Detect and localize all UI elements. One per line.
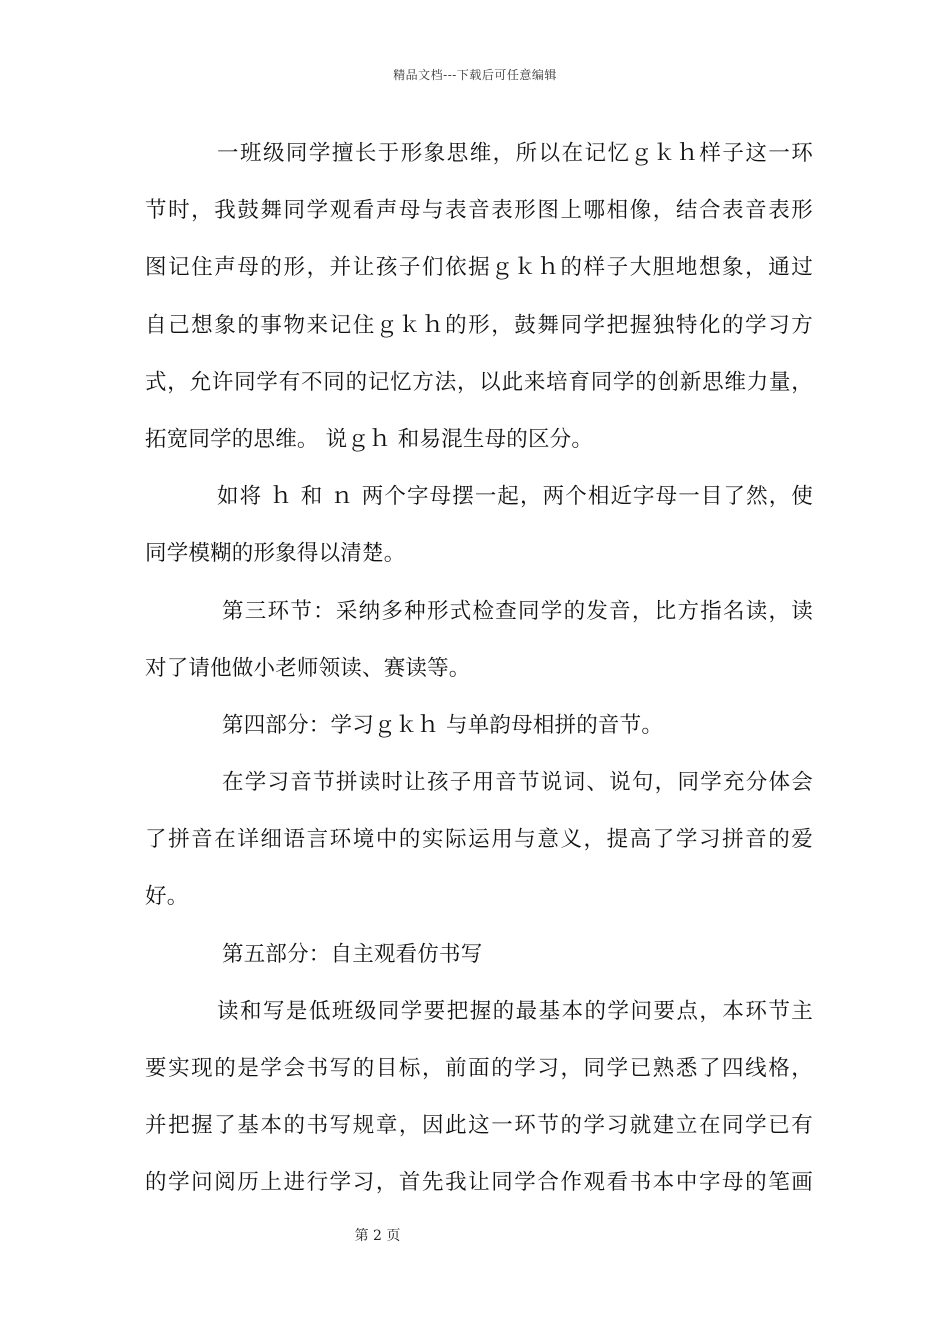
paragraph-1-line-2: 节时，我鼓舞同学观看声母与表音表形图上哪相像，结合表音表形	[145, 198, 813, 224]
paragraph-5-line-2: 了拼音在详细语言环境中的实际运用与意义，提高了学习拼音的爱	[145, 827, 813, 853]
page-number: 第 2 页	[354, 1228, 401, 1244]
paragraph-3-line-1: 第三环节：采纳多种形式检查同学的发音，比方指名读，读	[222, 598, 813, 624]
paragraph-3-line-2: 对了请他做小老师领读、赛读等。	[145, 655, 471, 681]
paragraph-6-line-1: 第五部分：自主观看仿书写	[222, 941, 483, 967]
paragraph-7-line-3: 并把握了基本的书写规章，因此这一环节的学习就建立在同学已有	[145, 1113, 813, 1139]
paragraph-4-line-1: 第四部分：学习ｇｋｈ 与单韵母相拼的音节。	[222, 712, 664, 738]
paragraph-2-line-2: 同学模糊的形象得以清楚。	[145, 541, 406, 567]
paragraph-5-line-3: 好。	[145, 884, 189, 910]
paragraph-1-line-6: 拓宽同学的思维。 说ｇｈ 和易混生母的区分。	[145, 426, 594, 452]
paragraph-1-line-5: 式，允许同学有不同的记忆方法，以此来培育同学的创新思维力量，	[145, 369, 813, 395]
document-body	[145, 125, 813, 1212]
paragraph-1-line-1: 一班级同学擅长于形象思维，所以在记忆ｇｋｈ样子这一环	[217, 141, 813, 166]
paragraph-5-line-1: 在学习音节拼读时让孩子用音节说词、说句，同学充分体会	[222, 770, 813, 796]
paragraph-7-line-2: 要实现的是学会书写的目标，前面的学习，同学已熟悉了四线格，	[145, 1056, 813, 1081]
paragraph-7-line-1: 读和写是低班级同学要把握的最基本的学问要点，本环节主	[217, 998, 813, 1024]
paragraph-1-line-3: 图记住声母的形，并让孩子们依据ｇｋｈ的样子大胆地想象，通过	[145, 255, 813, 281]
paragraph-1-line-4: 自己想象的事物来记住ｇｋｈ的形，鼓舞同学把握独特化的学习方	[145, 312, 813, 338]
paragraph-2-line-1: 如将 ｈ 和 ｎ 两个字母摆一起，两个相近字母一目了然，使	[217, 484, 813, 510]
paragraph-7-line-4: 的学问阅历上进行学习，首先我让同学合作观看书本中字母的笔画	[145, 1170, 813, 1196]
page-header: 精品文档---下载后可任意编辑	[393, 68, 557, 82]
